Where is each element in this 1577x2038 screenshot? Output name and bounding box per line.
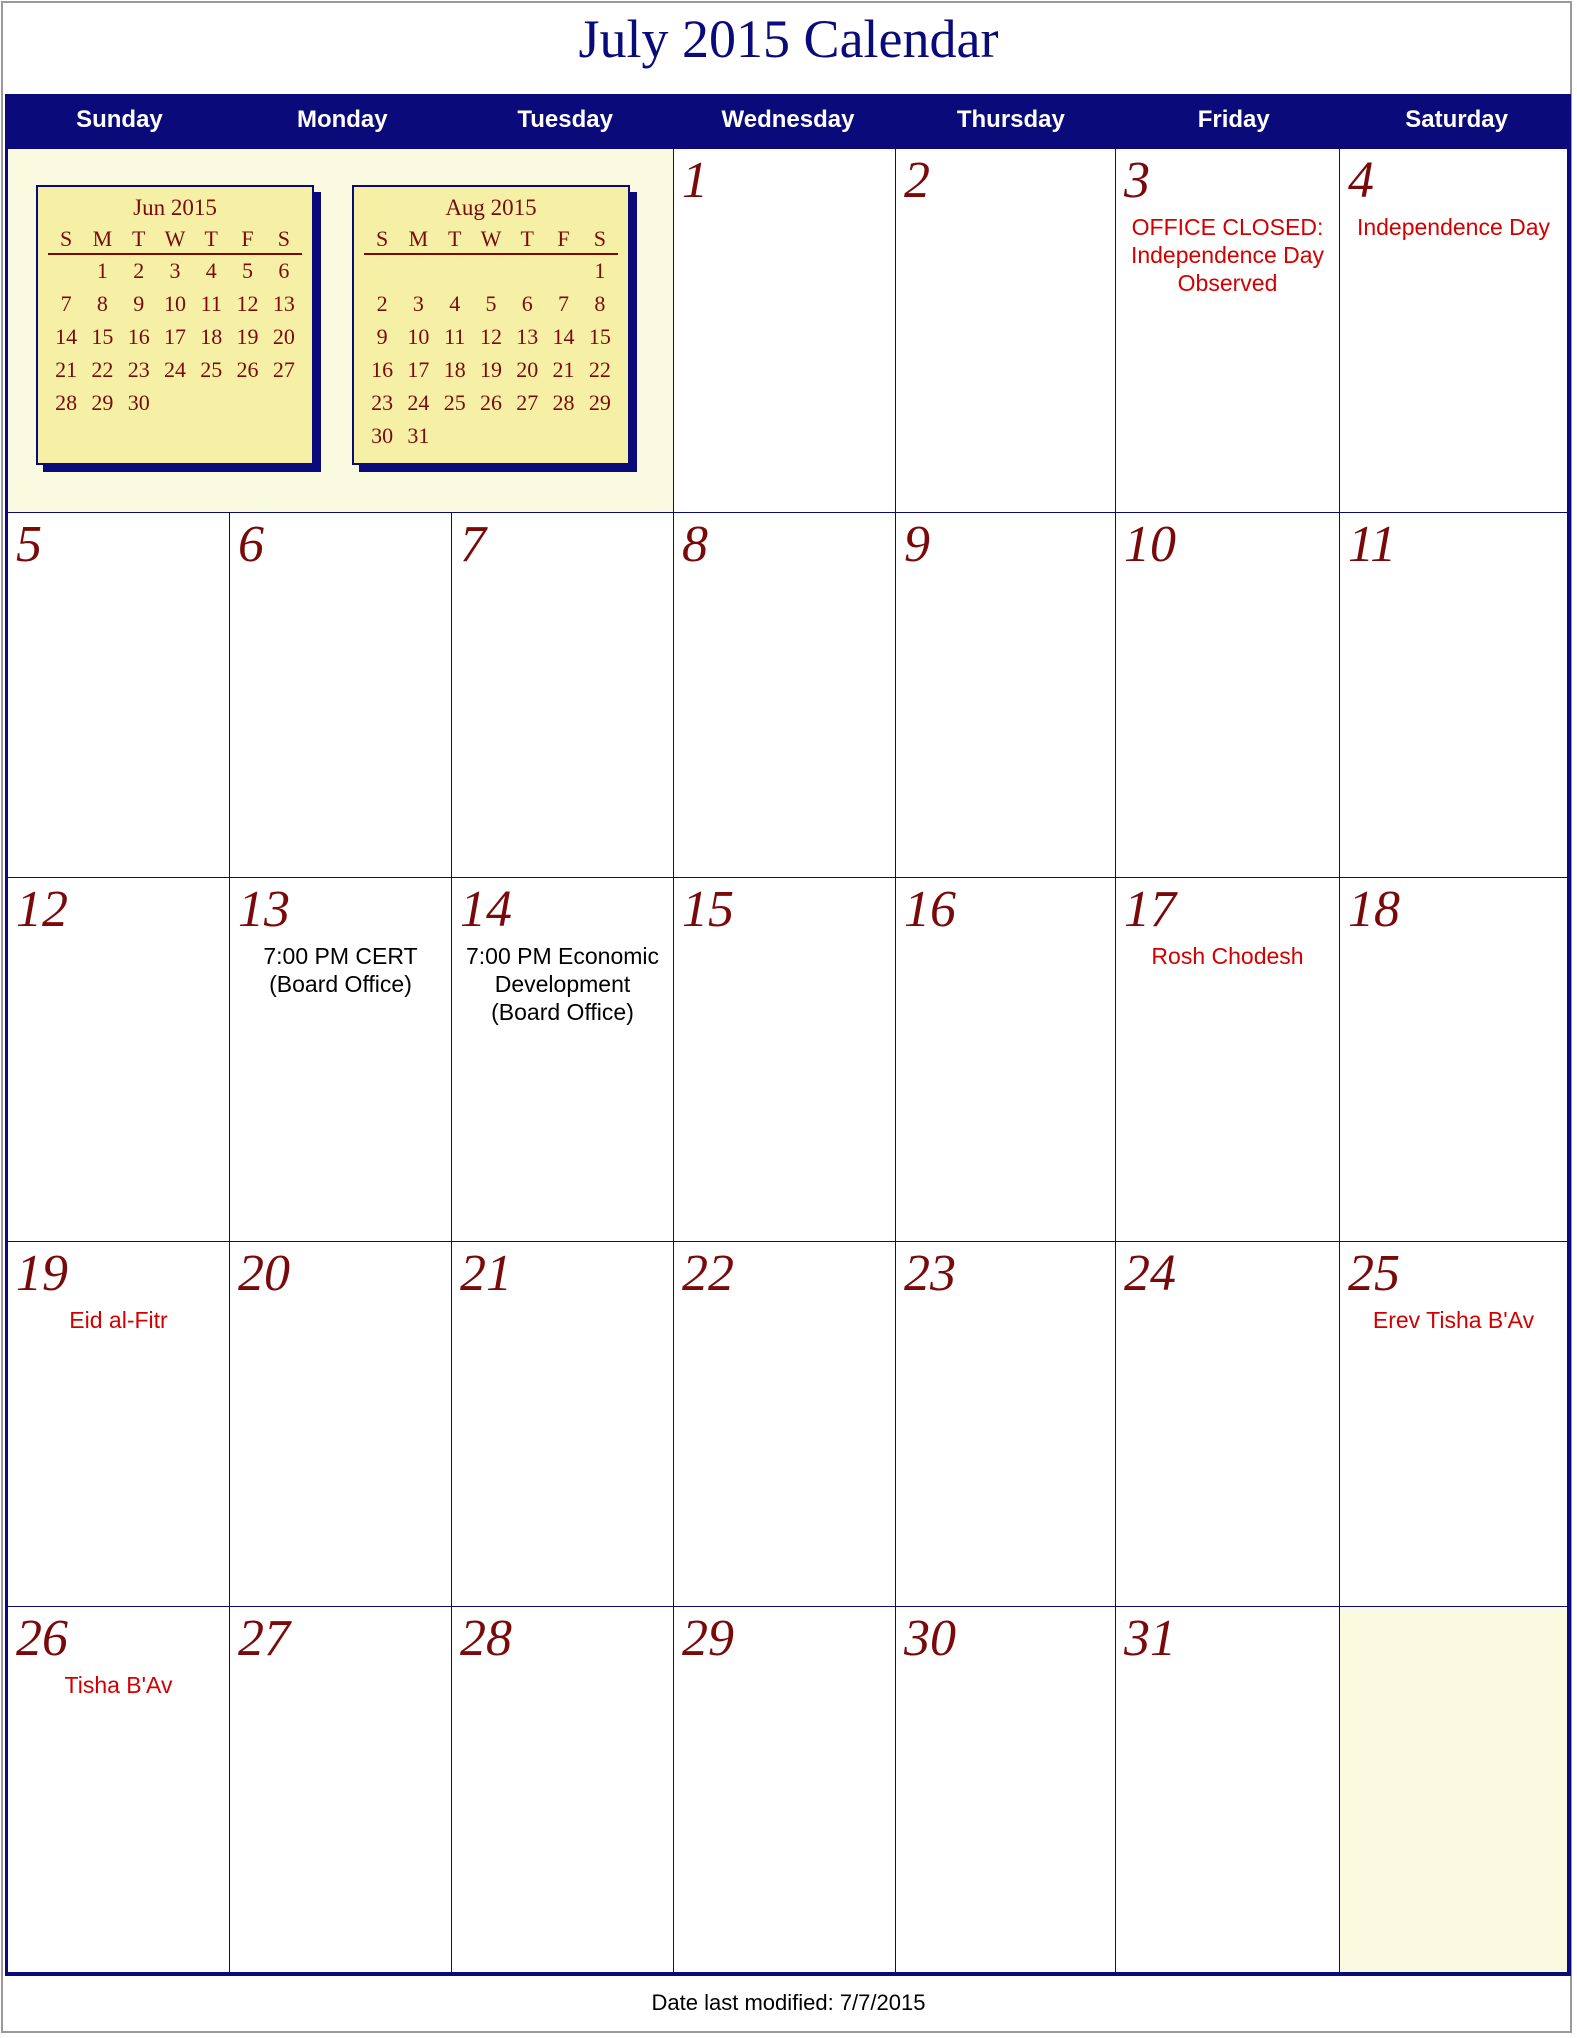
day-number: 3 [1124, 152, 1150, 209]
day-number: 13 [238, 881, 290, 938]
day-number: 21 [460, 1245, 512, 1302]
mini-weekday-label: S [593, 226, 606, 251]
day-number: 8 [682, 516, 708, 573]
mini-calendar-date[interactable]: 4 [205, 258, 217, 283]
mini-calendar-weekday-row [48, 223, 302, 255]
mini-calendar-date [437, 420, 473, 453]
day-cell-15[interactable] [674, 878, 896, 1242]
day-cell-13[interactable] [230, 878, 452, 1242]
mini-calendar-date [157, 387, 193, 420]
weekday-header-monday: Monday [296, 106, 388, 133]
day-number: 15 [682, 881, 734, 938]
mini-calendar-week-row [48, 255, 302, 288]
day-number: 4 [1348, 152, 1374, 209]
day-cell-10[interactable] [1116, 513, 1340, 878]
day-cell-29[interactable] [674, 1607, 896, 1973]
day-cell-5[interactable] [8, 513, 230, 878]
day-cell-11[interactable] [1340, 513, 1568, 878]
day-number: 6 [238, 516, 264, 573]
day-number: 22 [682, 1245, 734, 1302]
weekday-header-thursday: Thursday [956, 106, 1065, 133]
day-number: 25 [1348, 1245, 1400, 1302]
mini-calendar-date[interactable]: 4 [449, 291, 461, 316]
holiday-event[interactable]: Tisha B'Av [64, 1672, 173, 1698]
mini-calendar-date [509, 420, 545, 453]
day-number: 14 [460, 881, 512, 938]
mini-calendar-date[interactable]: 30 [371, 423, 394, 448]
mini-weekday-label: M [408, 226, 429, 251]
mini-calendar-date[interactable]: 26 [236, 357, 259, 382]
mini-calendar-week-row [48, 288, 302, 321]
month-calendar [5, 94, 1571, 1976]
day-number: 12 [16, 881, 68, 938]
day-number: 5 [16, 516, 42, 573]
mini-calendar-date [473, 420, 509, 453]
appointment-event[interactable]: 7:00 PM Economic Development (Board Office) [465, 943, 660, 1025]
holiday-event[interactable]: Eid al-Fitr [69, 1307, 168, 1333]
day-number: 26 [16, 1610, 68, 1667]
mini-calendar-aug-2015 [352, 185, 630, 465]
mini-calendar-date[interactable]: 10 [407, 324, 430, 349]
mini-calendar-date[interactable]: 12 [479, 324, 502, 349]
mini-weekday-label: T [131, 226, 146, 251]
mini-calendar-date [437, 255, 473, 288]
mini-calendar-date [400, 255, 436, 288]
day-cell-27[interactable] [230, 1607, 452, 1973]
mini-calendar-date[interactable]: 12 [236, 291, 259, 316]
mini-calendar-week-row [48, 321, 302, 354]
mini-calendar-date[interactable]: 11 [200, 291, 222, 316]
day-cell-31[interactable] [1116, 1607, 1340, 1973]
mini-calendar-date[interactable]: 22 [91, 357, 114, 382]
day-number: 30 [904, 1610, 956, 1667]
mini-calendar-date [545, 420, 581, 453]
day-cell-19[interactable] [8, 1242, 230, 1607]
day-number: 19 [16, 1245, 68, 1302]
day-cell-16[interactable] [896, 878, 1116, 1242]
mini-calendar-date[interactable]: 17 [163, 324, 186, 349]
day-number: 7 [460, 516, 486, 573]
mini-calendar-date[interactable]: 6 [278, 258, 290, 283]
day-cell-7[interactable] [452, 513, 674, 878]
mini-calendar-date [229, 387, 265, 420]
day-cell-20[interactable] [230, 1242, 452, 1607]
day-cell-24[interactable] [1116, 1242, 1340, 1607]
day-number: 29 [682, 1610, 734, 1667]
mini-calendar-date[interactable]: 28 [552, 390, 575, 415]
day-cell-18[interactable] [1340, 878, 1568, 1242]
day-cell-26[interactable] [8, 1607, 230, 1973]
mini-calendar-date[interactable]: 20 [272, 324, 295, 349]
empty-day-cell [1340, 1607, 1568, 1973]
mini-calendar-week-row [364, 321, 618, 354]
mini-calendar-week-row [364, 255, 618, 288]
day-cell-9[interactable] [896, 513, 1116, 878]
mini-calendar-date[interactable]: 8 [594, 291, 606, 316]
mini-calendar-date[interactable]: 25 [443, 390, 466, 415]
mini-calendar-week-row [364, 288, 618, 321]
day-number: 10 [1124, 516, 1176, 573]
mini-calendar-date[interactable]: 1 [96, 258, 108, 283]
mini-calendar-date[interactable]: 30 [127, 390, 150, 415]
mini-calendar-title: Aug 2015 [445, 195, 537, 220]
weekday-header-sunday: Sunday [76, 106, 163, 133]
day-cell-17[interactable] [1116, 878, 1340, 1242]
weekday-header-saturday: Saturday [1405, 106, 1508, 133]
mini-calendar-date[interactable]: 14 [552, 324, 575, 349]
mini-weekday-label: S [60, 226, 73, 251]
holiday-event[interactable]: OFFICE CLOSED: Independence Day Observed [1130, 214, 1325, 296]
mini-calendar-date[interactable]: 11 [444, 324, 466, 349]
mini-calendar-date[interactable]: 7 [60, 291, 72, 316]
day-number: 1 [682, 152, 708, 209]
day-number: 23 [904, 1245, 956, 1302]
mini-calendar-date[interactable]: 2 [133, 258, 145, 283]
mini-calendar-date[interactable]: 24 [407, 390, 430, 415]
mini-calendar-date[interactable]: 16 [371, 357, 394, 382]
holiday-event[interactable]: Independence Day [1356, 214, 1551, 240]
weekday-header-row [8, 97, 1568, 149]
mini-calendar-date[interactable]: 15 [588, 324, 611, 349]
mini-calendar-date[interactable]: 18 [200, 324, 223, 349]
day-cell-12[interactable] [8, 878, 230, 1242]
mini-calendar-date [473, 255, 509, 288]
mini-weekday-label: F [557, 226, 570, 251]
mini-calendar-date[interactable]: 19 [479, 357, 502, 382]
mini-calendars-area [8, 149, 674, 513]
mini-calendar-date [364, 255, 400, 288]
day-number: 17 [1124, 881, 1176, 938]
mini-calendar-date [193, 387, 229, 420]
mini-calendar-week-row [48, 354, 302, 387]
mini-calendar-date[interactable]: 13 [516, 324, 539, 349]
mini-calendar-date[interactable]: 14 [55, 324, 78, 349]
day-number: 9 [904, 516, 930, 573]
mini-calendar-date[interactable]: 9 [133, 291, 145, 316]
mini-calendar-date [266, 387, 302, 420]
day-number: 20 [238, 1245, 290, 1302]
day-cell-25[interactable] [1340, 1242, 1568, 1607]
day-number: 31 [1124, 1610, 1176, 1667]
mini-calendar-date[interactable]: 19 [236, 324, 259, 349]
day-cell-1[interactable] [674, 149, 896, 513]
day-cell-3[interactable] [1116, 149, 1340, 513]
mini-calendar-date[interactable]: 31 [407, 423, 430, 448]
mini-calendar-week-row [364, 387, 618, 420]
day-number: 2 [904, 152, 930, 209]
day-number: 24 [1124, 1245, 1176, 1302]
mini-weekday-label: T [520, 226, 534, 251]
calendar-grid [8, 149, 1568, 1973]
weekday-header-friday: Friday [1197, 106, 1270, 133]
mini-calendar-date[interactable]: 5 [242, 258, 254, 283]
mini-calendar-date[interactable]: 9 [376, 324, 388, 349]
day-cell-2[interactable] [896, 149, 1116, 513]
mini-calendar-date[interactable]: 24 [163, 357, 186, 382]
mini-calendar-week-row [364, 420, 618, 453]
page-title: July 2015 Calendar [578, 9, 999, 69]
day-cell-14[interactable] [452, 878, 674, 1242]
mini-weekday-label: W [480, 226, 502, 251]
mini-calendar-date[interactable]: 2 [376, 291, 388, 316]
mini-calendar-date [48, 255, 84, 288]
day-cell-22[interactable] [674, 1242, 896, 1607]
mini-calendar-date[interactable]: 16 [127, 324, 150, 349]
day-number: 18 [1348, 881, 1400, 938]
weekday-header-tuesday: Tuesday [517, 106, 613, 133]
day-cell-21[interactable] [452, 1242, 674, 1607]
day-number: 28 [460, 1610, 512, 1667]
mini-calendar-date[interactable]: 29 [91, 390, 114, 415]
mini-calendar-date[interactable]: 20 [516, 357, 539, 382]
mini-calendar-weekday-row [364, 223, 618, 255]
mini-calendar-date[interactable]: 21 [552, 357, 575, 382]
mini-weekday-label: T [447, 226, 462, 251]
mini-calendar-date[interactable]: 1 [594, 258, 606, 283]
mini-calendar-date[interactable]: 6 [521, 291, 533, 316]
mini-calendar-week-row [364, 354, 618, 387]
mini-weekday-label: M [92, 226, 113, 251]
mini-calendar-date[interactable]: 8 [96, 291, 108, 316]
mini-calendar-date[interactable]: 27 [516, 390, 539, 415]
day-cell-28[interactable] [452, 1607, 674, 1973]
mini-weekday-label: W [164, 226, 186, 251]
weekday-header-wednesday: Wednesday [721, 106, 855, 133]
mini-calendar-date[interactable]: 27 [272, 357, 295, 382]
mini-calendar-date[interactable]: 23 [127, 357, 150, 382]
mini-weekday-label: S [376, 226, 389, 251]
mini-calendar-date[interactable]: 13 [272, 291, 295, 316]
mini-calendar-title: Jun 2015 [133, 195, 217, 220]
mini-weekday-label: S [277, 226, 290, 251]
day-cell-30[interactable] [896, 1607, 1116, 1973]
mini-calendar-date[interactable]: 23 [371, 390, 394, 415]
mini-calendar-date[interactable]: 26 [479, 390, 502, 415]
mini-calendar-date[interactable]: 17 [407, 357, 430, 382]
day-number: 16 [904, 881, 956, 938]
mini-calendar-date[interactable]: 22 [588, 357, 611, 382]
mini-calendar-date[interactable]: 29 [588, 390, 611, 415]
mini-calendar-date [545, 255, 581, 288]
mini-weekday-label: T [204, 226, 218, 251]
mini-calendar-date[interactable]: 7 [558, 291, 570, 316]
mini-calendar-date [582, 420, 618, 453]
mini-calendar-date[interactable]: 10 [163, 291, 186, 316]
holiday-event[interactable]: Erev Tisha B'Av [1372, 1307, 1535, 1333]
mini-calendar-date[interactable]: 3 [412, 291, 424, 316]
day-cell-6[interactable] [230, 513, 452, 878]
day-cell-23[interactable] [896, 1242, 1116, 1607]
mini-calendar-date[interactable]: 3 [169, 258, 181, 283]
mini-calendar-date [509, 255, 545, 288]
day-number: 11 [1348, 516, 1397, 573]
mini-calendar-date[interactable]: 15 [91, 324, 114, 349]
day-number: 27 [238, 1610, 290, 1667]
mini-calendar-date[interactable]: 28 [55, 390, 78, 415]
mini-calendar-week-row [48, 387, 302, 420]
holiday-event[interactable]: Rosh Chodesh [1151, 943, 1304, 969]
day-cell-4[interactable] [1340, 149, 1568, 513]
mini-weekday-label: F [241, 226, 254, 251]
mini-calendar-date[interactable]: 25 [200, 357, 223, 382]
mini-calendar-date[interactable]: 5 [485, 291, 497, 316]
mini-calendar-date[interactable]: 21 [55, 357, 78, 382]
last-modified-footer: Date last modified: 7/7/2015 [651, 1990, 926, 2015]
mini-calendar-date[interactable]: 18 [443, 357, 466, 382]
mini-calendar-jun-2015 [36, 185, 314, 465]
appointment-event[interactable]: 7:00 PM CERT (Board Office) [263, 943, 418, 997]
day-cell-8[interactable] [674, 513, 896, 878]
